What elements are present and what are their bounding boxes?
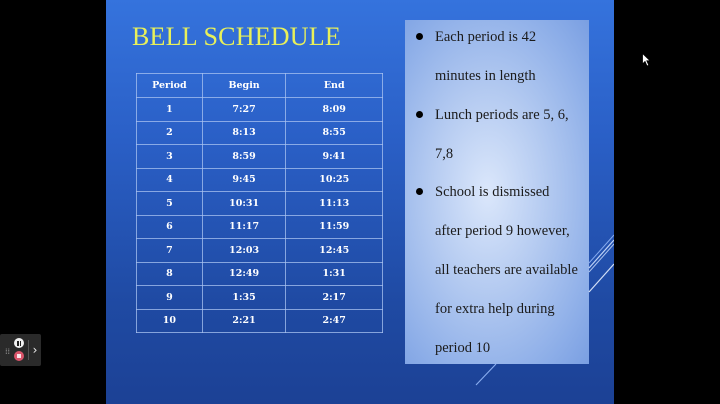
bullet-line: minutes in length [435, 68, 536, 84]
stop-icon[interactable] [14, 351, 24, 361]
bullet-line: 7,8 [435, 146, 454, 162]
end-cell: 9:41 [286, 145, 383, 169]
bullet-line: for extra help during [435, 301, 555, 317]
column-header-end: End [286, 74, 383, 98]
end-cell: 2:47 [286, 309, 383, 333]
begin-cell: 11:17 [202, 215, 286, 239]
begin-cell: 10:31 [202, 192, 286, 216]
begin-cell: 9:45 [202, 168, 286, 192]
period-cell: 1 [137, 98, 203, 122]
pause-icon[interactable] [14, 338, 24, 348]
screen-recorder-widget [0, 334, 41, 366]
begin-cell: 8:59 [202, 145, 286, 169]
period-cell: 8 [137, 262, 203, 286]
bullet-line: Each period is 42 [435, 29, 537, 45]
bullet-line: all teachers are available [435, 262, 578, 278]
drag-grip-icon[interactable]: ⁞⁞ [5, 347, 11, 356]
begin-cell: 12:03 [202, 239, 286, 263]
end-cell: 11:13 [286, 192, 383, 216]
column-header-begin: Begin [202, 74, 286, 98]
period-cell: 4 [137, 168, 203, 192]
end-cell: 11:59 [286, 215, 383, 239]
end-cell: 2:17 [286, 286, 383, 310]
period-cell: 10 [137, 309, 203, 333]
end-cell: 12:45 [286, 239, 383, 263]
arrow-cursor-icon [642, 53, 652, 67]
begin-cell: 2:21 [202, 309, 286, 333]
begin-cell: 7:27 [202, 98, 286, 122]
period-cell: 3 [137, 145, 203, 169]
bullet-line: after period 9 however, [435, 223, 570, 239]
end-cell: 8:55 [286, 121, 383, 145]
decorative-lines [106, 0, 614, 404]
end-cell: 8:09 [286, 98, 383, 122]
bullet-line: Lunch periods are 5, 6, [435, 107, 569, 123]
end-cell: 10:25 [286, 168, 383, 192]
column-header-period: Period [137, 74, 203, 98]
begin-cell: 12:49 [202, 262, 286, 286]
slide-title: BELL SCHEDULE [132, 22, 341, 51]
bullet-line: School is dismissed [435, 184, 550, 200]
period-cell: 5 [137, 192, 203, 216]
end-cell: 1:31 [286, 262, 383, 286]
period-cell: 7 [137, 239, 203, 263]
begin-cell: 8:13 [202, 121, 286, 145]
period-cell: 2 [137, 121, 203, 145]
begin-cell: 1:35 [202, 286, 286, 310]
presentation-slide [106, 0, 614, 404]
bullet-line: period 10 [435, 340, 491, 356]
chevron-right-icon[interactable]: › [28, 340, 41, 360]
period-cell: 6 [137, 215, 203, 239]
period-cell: 9 [137, 286, 203, 310]
